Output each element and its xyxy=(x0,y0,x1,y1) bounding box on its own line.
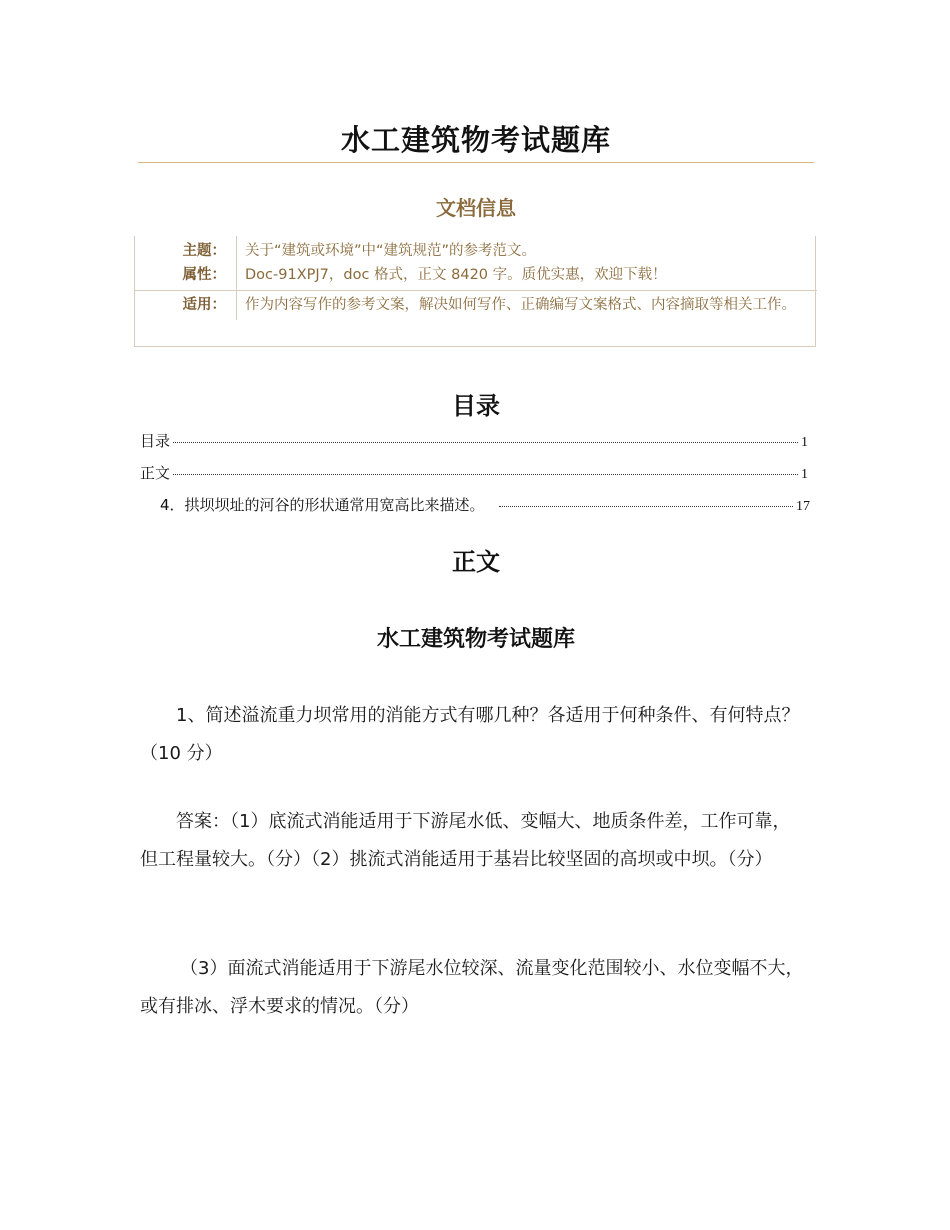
document-title: 水工建筑物考试题库 xyxy=(340,123,611,157)
toc-entry[interactable] xyxy=(140,430,808,451)
question-paragraph: 1、简述溢流重力坝常用的消能方式有哪几种？各适用于何种条件、有何特点？（10 分） xyxy=(140,705,800,764)
toc-entry-page: 1 xyxy=(801,467,808,482)
toc-entry-text: 目录 xyxy=(140,432,171,450)
toc-entry-page: 1 xyxy=(801,435,808,450)
info-label-usage: 适用： xyxy=(134,291,237,321)
toc-heading: 目录 xyxy=(452,392,500,420)
title-divider xyxy=(138,162,814,163)
doc-info-heading: 文档信息 xyxy=(436,196,516,220)
toc-leader-dots xyxy=(173,474,798,475)
answer-paragraph: 答案：（1）底流式消能适用于下游尾水低、变幅大、地质条件差，工作可靠，但工程量较大。（分）（2）挑流式消能适用于基岩比较坚固的高坝或中坝。（分） xyxy=(140,811,791,870)
info-value-usage: 作为内容写作的参考文案，解决如何写作、正确编写文案格式、内容摘取等相关工作。 xyxy=(237,291,818,321)
info-label-subject: 主题： xyxy=(134,236,237,263)
toc-entry[interactable] xyxy=(140,462,808,483)
toc-entry-page: 17 xyxy=(796,499,810,514)
info-value-subject: 关于“建筑或环境”中“建筑规范”的参考范文。 xyxy=(245,243,537,259)
answer-paragraph-continued: （3）面流式消能适用于下游尾水位较深、流量变化范围较小、水位变幅不大，或有排冰、浮木要求的情况。（分） xyxy=(140,958,804,1017)
toc-entry-text: 正文 xyxy=(140,464,171,482)
toc-leader-dots xyxy=(499,506,793,507)
toc-leader-dots xyxy=(173,442,798,443)
body-heading: 正文 xyxy=(452,548,500,576)
doc-info-table xyxy=(134,236,817,320)
body-subheading: 水工建筑物考试题库 xyxy=(376,627,575,652)
toc-entry-text: 4．拱坝坝址的河谷的形状通常用宽高比来描述。 xyxy=(160,496,485,514)
info-value-attributes: Doc-91XPJ7，doc 格式，正文 8420 字。质优实惠，欢迎下载！ xyxy=(245,267,667,283)
info-label-attributes: 属性： xyxy=(134,263,237,291)
toc-entry[interactable] xyxy=(160,494,810,515)
